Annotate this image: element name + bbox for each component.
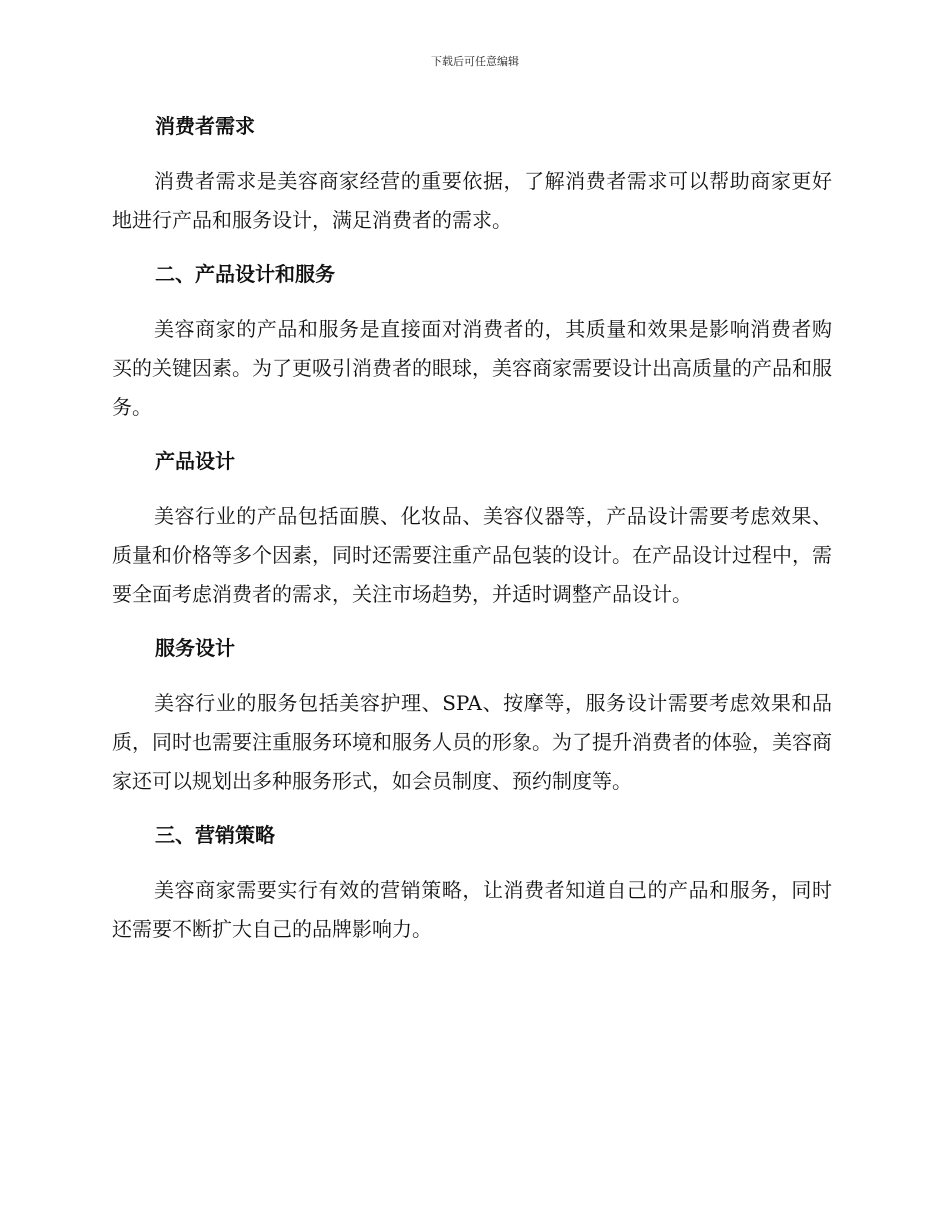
section-heading-product-service: 二、产品设计和服务 <box>155 262 335 286</box>
section-paragraph-consumer-demand: 消费者需求是美容商家经营的重要依据，了解消费者需求可以帮助商家更好地进行产品和服务设计，满足消费者的需求。 <box>112 169 832 232</box>
page-header: 下载后可任意编辑 <box>431 55 519 68</box>
section-paragraph-service-design: 美容行业的服务包括美容护理、SPA、按摩等，服务设计需要考虑效果和品质，同时也需要注重服务环境和服务人员的形象。为了提升消费者的体验，美容商家还可以规划出多种服务形式，如会员制度、预约制度等。 <box>112 691 832 793</box>
section-heading-service-design: 服务设计 <box>155 636 235 660</box>
section-paragraph-product-service: 美容商家的产品和服务是直接面对消费者的，其质量和效果是影响消费者购买的关键因素。为了更吸引消费者的眼球，美容商家需要设计出高质量的产品和服务。 <box>112 317 832 419</box>
section-paragraph-marketing-strategy: 美容商家需要实行有效的营销策略，让消费者知道自己的产品和服务，同时还需要不断扩大自己的品牌影响力。 <box>112 878 832 941</box>
section-paragraph-product-design: 美容行业的产品包括面膜、化妆品、美容仪器等，产品设计需要考虑效果、质量和价格等多个因素，同时还需要注重产品包装的设计。在产品设计过程中，需要全面考虑消费者的需求，关注市场趋势，并适时调整产品设计。 <box>112 504 832 606</box>
section-heading-marketing-strategy: 三、营销策略 <box>155 823 275 847</box>
document-body <box>112 106 832 949</box>
section-heading-consumer-demand: 消费者需求 <box>155 114 255 138</box>
section-heading-product-design: 产品设计 <box>155 449 235 473</box>
